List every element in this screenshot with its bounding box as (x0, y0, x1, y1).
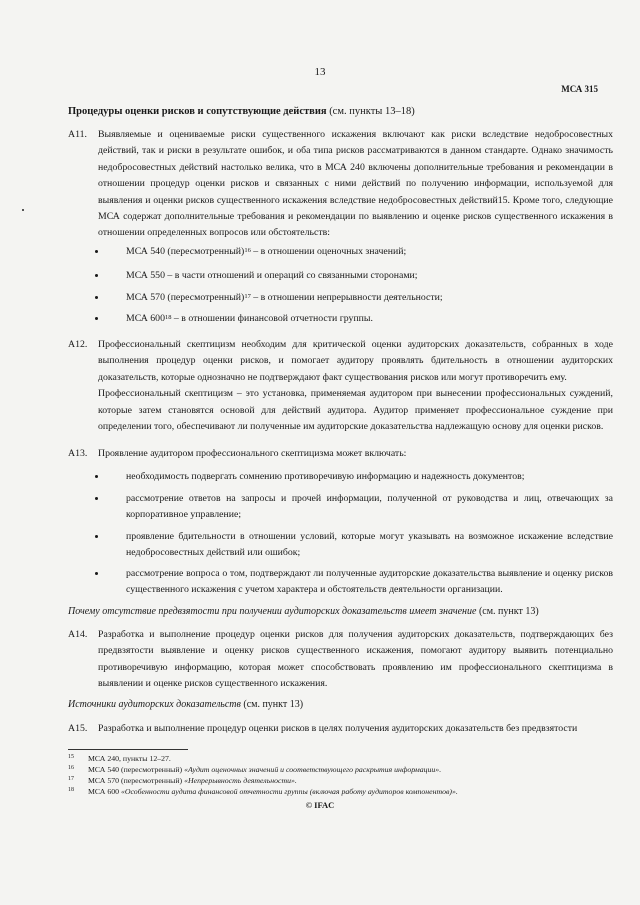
list-item: МСА 570 (пересмотренный)$^{17}$ – в отношении непрерывности деятельности; (95, 290, 613, 306)
bullet-icon (95, 274, 98, 277)
paragraph-label: A14. (68, 629, 88, 640)
subheading: Источники аудиторских доказательств (см. пункт 13) (68, 699, 304, 710)
page-number: 13 (314, 66, 326, 78)
paragraph-a11 (68, 127, 613, 242)
paragraph-text: Проявление аудитором профессионального скептицизма может включать: (98, 448, 407, 459)
paragraph-text: Разработка и выполнение процедур оценки рисков для получения аудиторских доказательств, подтверждающих без предвзятости выявление и оценку рисков существенного искажения, помогают аудитору выявить потенциально противоречивую информацию, которая может способствовать проявлению им профессионального скептицизма в выявлении и оценке рисков существенного искажения. (98, 629, 613, 690)
section-heading-ref: (см. пункты 13–18) (329, 106, 415, 117)
list-item: проявление бдительности в отношении условий, которые могут указывать на возможное искажение вследствие недобросовестных действий или ошибок; (95, 529, 613, 562)
list-item: необходимость подвергать сомнению противоречивую информацию и надежность документов; (95, 469, 613, 485)
list-item: рассмотрение ответов на запросы и прочей информации, полученной от руководства и лиц, отвечающих за корпоративное управление; (95, 491, 613, 524)
footnote-divider (68, 749, 188, 750)
bullet-icon (95, 296, 98, 299)
list-item: МСА 550 – в части отношений и операций со связанными сторонами; (95, 268, 613, 284)
paragraph-a13 (68, 446, 613, 462)
bullet-icon (95, 317, 98, 320)
footnote-ref: 16 (244, 247, 251, 254)
bullet-icon (95, 250, 98, 253)
paragraph-label: A11. (68, 129, 87, 140)
footnote: 17 МСА 570 (пересмотренный) «Непрерывность деятельности». (68, 776, 297, 785)
bullet-icon (95, 497, 98, 500)
footnote-ref: 17 (244, 293, 251, 300)
section-heading (68, 106, 415, 117)
bullet-icon (95, 535, 98, 538)
footnote-ref: 18 (164, 314, 172, 321)
bullet-icon (95, 572, 98, 575)
paragraph-label: A13. (68, 448, 88, 459)
paragraph-text: Профессиональный скептицизм – это установка, применяемая аудитором при вынесении профессиональных суждений, которые затем становятся основой для действий аудитора. Аудитор применяет профессиональное суждение при определении того, обеспечивают ли полученные им аудиторские доказательства надлежащую основу для оценки рисков. (98, 388, 613, 433)
copyright: © IFAC (305, 800, 335, 810)
paragraph-text: Профессиональный скептицизм необходим для критической оценки аудиторских доказательств, собранных в ходе выполнения процедур оценки рисков, и помогает аудитору проявлять бдительность в отношении аудиторских доказательств, которые однозначно не подтверждают факт существования рисков или могут противоречить ему. (98, 339, 613, 383)
list-item: МСА $600^{18}$ – в отношении финансовой отчетности группы. (95, 311, 613, 327)
paragraph-text: Выявляемые и оцениваемые риски существенного искажения включают как риски вследствие недобросовестных действий, так и риски в результате ошибок, и оба типа рисков рассматриваются в данном стандарте. Однако значимость недобросовестных действий настолько велика, что в МСА 240 включены дополнительные требования и рекомендации в отношении процедур оценки рисков и связанных с ними действий по получению информации, используемой для выявления и оценки рисков существенного искажения вследствие недобросовестных действий15. Кроме того, следующие МСА содержат дополнительные требования и рекомендации по выявлению и оценке рисков существенного искажения в отношении определенных вопросов или обстоятельств: (98, 129, 613, 239)
paragraph-a12 (68, 337, 613, 435)
paragraph-text: Разработка и выполнение процедур оценки рисков в целях получения аудиторских доказательств без предвзятости (98, 723, 578, 734)
footnote: 15 МСА 240, пункты 12–27. (68, 754, 171, 763)
list-item: рассмотрение вопроса о том, подтверждают ли полученные аудиторские доказательства выявление и оценку рисков существенного искажения с учетом характера и обстоятельств деятельности организации. (95, 566, 613, 599)
paragraph-a14 (68, 627, 613, 693)
bullet-icon (95, 475, 98, 478)
scan-mark (22, 209, 24, 211)
standard-name: МСА 315 (561, 84, 598, 94)
paragraph-a15 (68, 721, 613, 738)
footnote: 16 МСА 540 (пересмотренный) «Аудит оценочных значений и соответствующего раскрытия информации». (68, 765, 442, 774)
paragraph-label: A15. (68, 723, 88, 734)
section-heading-title: Процедуры оценки рисков и сопутствующие действия (68, 106, 327, 117)
paragraph-label: A12. (68, 339, 88, 350)
subheading: Почему отсутствие предвзятости при получении аудиторских доказательств имеет значение (см. пункт 13) (68, 606, 539, 617)
list-item: МСА 540 (пересмотренный)$^{16}$ – в отношении оценочных значений; (95, 244, 613, 260)
footnote: 18 МСА 600 «Особенности аудита финансовой отчетности группы (включая работу аудиторов компонентов)». (68, 787, 458, 796)
